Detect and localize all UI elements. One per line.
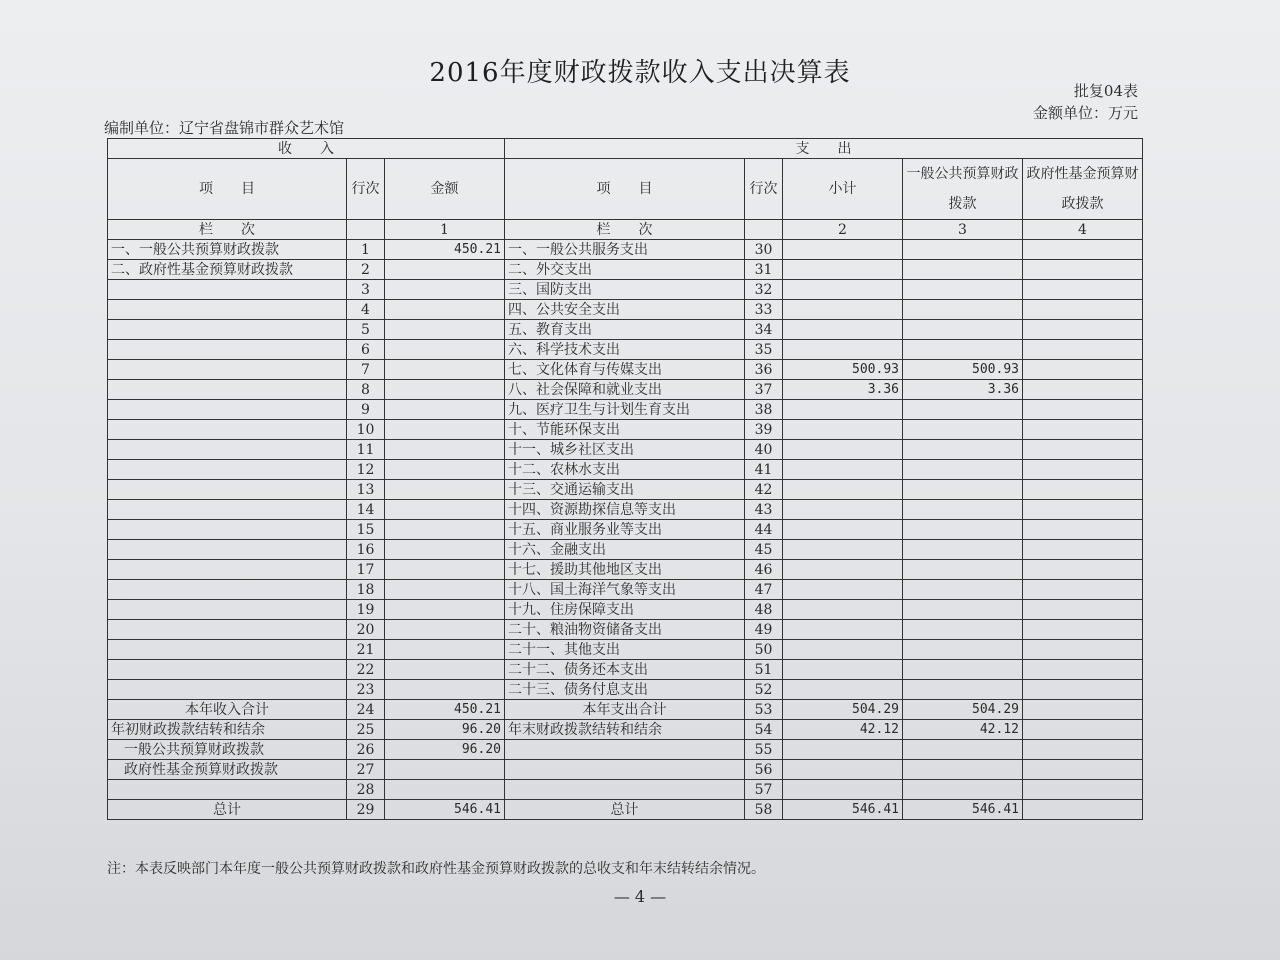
income-amount bbox=[385, 440, 505, 460]
general-budget-amount bbox=[903, 740, 1023, 760]
income-item bbox=[108, 640, 347, 660]
gov-fund-amount bbox=[1023, 560, 1143, 580]
expense-row-no: 57 bbox=[745, 780, 783, 800]
expense-row-no: 31 bbox=[745, 260, 783, 280]
table-row bbox=[108, 300, 1143, 320]
general-budget-amount bbox=[903, 540, 1023, 560]
income-amount: 96.20 bbox=[385, 720, 505, 740]
general-budget-amount bbox=[903, 280, 1023, 300]
general-budget-amount bbox=[903, 500, 1023, 520]
budget-table bbox=[107, 138, 1143, 820]
expense-item bbox=[505, 740, 745, 760]
general-budget-amount bbox=[903, 340, 1023, 360]
gov-fund-amount bbox=[1023, 400, 1143, 420]
income-item bbox=[108, 380, 347, 400]
footnote: 注：本表反映部门本年度一般公共预算财政拨款和政府性基金预算财政拨款的总收支和年末结转结余情况。 bbox=[107, 861, 765, 877]
expense-subtotal bbox=[783, 340, 903, 360]
income-item bbox=[108, 440, 347, 460]
income-row-no: 18 bbox=[347, 580, 385, 600]
form-number: 批复04表 bbox=[1073, 82, 1138, 100]
income-item bbox=[108, 780, 347, 800]
income-row-no: 16 bbox=[347, 540, 385, 560]
table-row bbox=[108, 400, 1143, 420]
expense-subtotal bbox=[783, 320, 903, 340]
expense-row-no: 41 bbox=[745, 460, 783, 480]
general-budget-amount bbox=[903, 440, 1023, 460]
expense-item: 二十、粮油物资储备支出 bbox=[505, 620, 745, 640]
expense-subtotal bbox=[783, 660, 903, 680]
table-row bbox=[108, 620, 1143, 640]
income-row-no: 1 bbox=[347, 240, 385, 260]
expense-row-no: 30 bbox=[745, 240, 783, 260]
income-header: 收 入 bbox=[108, 139, 505, 159]
expense-subtotal bbox=[783, 440, 903, 460]
general-budget-amount bbox=[903, 400, 1023, 420]
income-row-no: 17 bbox=[347, 560, 385, 580]
expense-item: 六、科学技术支出 bbox=[505, 340, 745, 360]
income-row-no: 20 bbox=[347, 620, 385, 640]
table-row bbox=[108, 340, 1143, 360]
expense-subtotal bbox=[783, 400, 903, 420]
table-row bbox=[108, 480, 1143, 500]
income-row-no: 14 bbox=[347, 500, 385, 520]
expense-item bbox=[505, 760, 745, 780]
table-row bbox=[108, 380, 1143, 400]
table-row bbox=[108, 280, 1143, 300]
expense-item: 十、节能环保支出 bbox=[505, 420, 745, 440]
expense-row-no: 50 bbox=[745, 640, 783, 660]
income-item bbox=[108, 500, 347, 520]
table-row bbox=[108, 780, 1143, 800]
expense-header: 支 出 bbox=[505, 139, 1143, 159]
income-item bbox=[108, 360, 347, 380]
expense-row-no: 44 bbox=[745, 520, 783, 540]
income-row-no: 13 bbox=[347, 480, 385, 500]
income-amount bbox=[385, 300, 505, 320]
income-item bbox=[108, 520, 347, 540]
expense-item: 二、外交支出 bbox=[505, 260, 745, 280]
empty-cell bbox=[347, 220, 385, 240]
general-budget-header: 一般公共预算财政拨款 bbox=[903, 159, 1023, 220]
income-item bbox=[108, 660, 347, 680]
table-row bbox=[108, 420, 1143, 440]
income-row-no: 19 bbox=[347, 600, 385, 620]
expense-row-no: 36 bbox=[745, 360, 783, 380]
expense-subtotal bbox=[783, 480, 903, 500]
gov-fund-amount bbox=[1023, 780, 1143, 800]
section-header-row bbox=[108, 139, 1143, 159]
subtotal-header: 小计 bbox=[783, 159, 903, 220]
table-row bbox=[108, 360, 1143, 380]
expense-row-no: 35 bbox=[745, 340, 783, 360]
expense-row-no: 49 bbox=[745, 620, 783, 640]
income-row-no: 23 bbox=[347, 680, 385, 700]
gov-fund-amount bbox=[1023, 680, 1143, 700]
income-item bbox=[108, 340, 347, 360]
expense-item: 九、医疗卫生与计划生育支出 bbox=[505, 400, 745, 420]
income-amount bbox=[385, 640, 505, 660]
income-amount bbox=[385, 580, 505, 600]
general-budget-amount bbox=[903, 640, 1023, 660]
gov-fund-amount bbox=[1023, 320, 1143, 340]
expense-item-header: 项 目 bbox=[505, 159, 745, 220]
general-budget-amount bbox=[903, 420, 1023, 440]
income-row-no: 21 bbox=[347, 640, 385, 660]
expense-subtotal bbox=[783, 780, 903, 800]
income-amount bbox=[385, 380, 505, 400]
expense-row-no: 46 bbox=[745, 560, 783, 580]
income-item bbox=[108, 560, 347, 580]
income-row-no: 6 bbox=[347, 340, 385, 360]
gov-fund-amount bbox=[1023, 240, 1143, 260]
general-budget-amount bbox=[903, 620, 1023, 640]
general-budget-amount bbox=[903, 240, 1023, 260]
table-row bbox=[108, 240, 1143, 260]
income-row-no: 29 bbox=[347, 800, 385, 820]
expense-row-no: 38 bbox=[745, 400, 783, 420]
expense-row-no: 52 bbox=[745, 680, 783, 700]
expense-item: 四、公共安全支出 bbox=[505, 300, 745, 320]
gov-fund-amount bbox=[1023, 460, 1143, 480]
expense-subtotal: 42.12 bbox=[783, 720, 903, 740]
income-amount bbox=[385, 760, 505, 780]
expense-subtotal: 504.29 bbox=[783, 700, 903, 720]
page-number: — 4 — bbox=[613, 887, 667, 906]
gov-fund-amount bbox=[1023, 740, 1143, 760]
income-amount-header: 金额 bbox=[385, 159, 505, 220]
general-budget-amount bbox=[903, 680, 1023, 700]
gov-fund-amount bbox=[1023, 800, 1143, 820]
expense-item: 二十三、债务付息支出 bbox=[505, 680, 745, 700]
income-item: 一般公共预算财政拨款 bbox=[108, 740, 347, 760]
income-item bbox=[108, 400, 347, 420]
income-row-no: 2 bbox=[347, 260, 385, 280]
expense-item: 三、国防支出 bbox=[505, 280, 745, 300]
gov-fund-amount bbox=[1023, 600, 1143, 620]
general-budget-amount bbox=[903, 320, 1023, 340]
income-item bbox=[108, 300, 347, 320]
income-item bbox=[108, 680, 347, 700]
table-row bbox=[108, 260, 1143, 280]
gov-fund-amount bbox=[1023, 720, 1143, 740]
income-row-no: 12 bbox=[347, 460, 385, 480]
gov-fund-amount bbox=[1023, 480, 1143, 500]
expense-subtotal bbox=[783, 500, 903, 520]
expense-item: 十一、城乡社区支出 bbox=[505, 440, 745, 460]
expense-item: 总计 bbox=[505, 800, 745, 820]
expense-item: 年末财政拨款结转和结余 bbox=[505, 720, 745, 740]
income-row-no: 4 bbox=[347, 300, 385, 320]
expense-subtotal: 546.41 bbox=[783, 800, 903, 820]
expense-row-no: 45 bbox=[745, 540, 783, 560]
income-item: 一、一般公共预算财政拨款 bbox=[108, 240, 347, 260]
column-index-row bbox=[108, 220, 1143, 240]
gov-fund-amount bbox=[1023, 420, 1143, 440]
income-row-no: 8 bbox=[347, 380, 385, 400]
expense-row-no: 43 bbox=[745, 500, 783, 520]
expense-col-label: 栏 次 bbox=[505, 220, 745, 240]
gov-fund-amount bbox=[1023, 340, 1143, 360]
income-amount bbox=[385, 680, 505, 700]
table-row bbox=[108, 700, 1143, 720]
table-row bbox=[108, 440, 1143, 460]
gov-fund-amount bbox=[1023, 280, 1143, 300]
table-row bbox=[108, 600, 1143, 620]
income-amount: 96.20 bbox=[385, 740, 505, 760]
income-row-no: 10 bbox=[347, 420, 385, 440]
expense-item: 十四、资源勘探信息等支出 bbox=[505, 500, 745, 520]
general-budget-amount bbox=[903, 520, 1023, 540]
expense-subtotal: 500.93 bbox=[783, 360, 903, 380]
general-budget-amount: 3.36 bbox=[903, 380, 1023, 400]
col-index-1: 1 bbox=[385, 220, 505, 240]
income-amount: 450.21 bbox=[385, 240, 505, 260]
general-budget-amount bbox=[903, 600, 1023, 620]
income-amount bbox=[385, 320, 505, 340]
expense-row-no: 53 bbox=[745, 700, 783, 720]
general-budget-amount bbox=[903, 560, 1023, 580]
income-row-no: 25 bbox=[347, 720, 385, 740]
general-budget-amount bbox=[903, 480, 1023, 500]
expense-subtotal bbox=[783, 640, 903, 660]
gov-fund-amount bbox=[1023, 640, 1143, 660]
gov-fund-amount bbox=[1023, 540, 1143, 560]
expense-row-no: 51 bbox=[745, 660, 783, 680]
income-row-no: 24 bbox=[347, 700, 385, 720]
expense-item bbox=[505, 780, 745, 800]
income-row-no: 22 bbox=[347, 660, 385, 680]
income-amount bbox=[385, 340, 505, 360]
income-amount bbox=[385, 280, 505, 300]
gov-fund-header: 政府性基金预算财政拨款 bbox=[1023, 159, 1143, 220]
table-row bbox=[108, 720, 1143, 740]
amount-unit: 金额单位：万元 bbox=[1032, 104, 1138, 122]
expense-item: 十二、农林水支出 bbox=[505, 460, 745, 480]
general-budget-amount: 546.41 bbox=[903, 800, 1023, 820]
table-row bbox=[108, 540, 1143, 560]
expense-item: 五、教育支出 bbox=[505, 320, 745, 340]
expense-row-no: 48 bbox=[745, 600, 783, 620]
empty-cell bbox=[745, 220, 783, 240]
table-row bbox=[108, 660, 1143, 680]
expense-item: 七、文化体育与传媒支出 bbox=[505, 360, 745, 380]
general-budget-amount bbox=[903, 260, 1023, 280]
expense-row-no: 58 bbox=[745, 800, 783, 820]
column-header-row bbox=[108, 159, 1143, 220]
income-row-no: 15 bbox=[347, 520, 385, 540]
expense-item: 一、一般公共服务支出 bbox=[505, 240, 745, 260]
general-budget-amount bbox=[903, 780, 1023, 800]
income-item bbox=[108, 540, 347, 560]
gov-fund-amount bbox=[1023, 700, 1143, 720]
organization-label: 编制单位：辽宁省盘锦市群众艺术馆 bbox=[104, 119, 345, 137]
expense-subtotal bbox=[783, 300, 903, 320]
gov-fund-amount bbox=[1023, 760, 1143, 780]
income-amount bbox=[385, 540, 505, 560]
expense-subtotal bbox=[783, 560, 903, 580]
page-title: 2016年度财政拨款收入支出决算表 bbox=[429, 58, 851, 88]
expense-item: 本年支出合计 bbox=[505, 700, 745, 720]
income-item: 本年收入合计 bbox=[108, 700, 347, 720]
expense-subtotal bbox=[783, 760, 903, 780]
expense-subtotal bbox=[783, 580, 903, 600]
income-amount bbox=[385, 620, 505, 640]
gov-fund-amount bbox=[1023, 520, 1143, 540]
general-budget-amount bbox=[903, 580, 1023, 600]
expense-item: 十八、国土海洋气象等支出 bbox=[505, 580, 745, 600]
expense-subtotal bbox=[783, 600, 903, 620]
income-item bbox=[108, 320, 347, 340]
col-index-3: 3 bbox=[903, 220, 1023, 240]
income-row-no: 26 bbox=[347, 740, 385, 760]
general-budget-amount bbox=[903, 300, 1023, 320]
table-body bbox=[108, 240, 1143, 820]
expense-subtotal bbox=[783, 740, 903, 760]
income-row-no: 5 bbox=[347, 320, 385, 340]
income-row-no: 27 bbox=[347, 760, 385, 780]
income-amount bbox=[385, 600, 505, 620]
expense-row-no: 37 bbox=[745, 380, 783, 400]
general-budget-amount bbox=[903, 760, 1023, 780]
table-row bbox=[108, 640, 1143, 660]
general-budget-amount: 500.93 bbox=[903, 360, 1023, 380]
expense-subtotal bbox=[783, 620, 903, 640]
income-amount bbox=[385, 500, 505, 520]
expense-item: 十五、商业服务业等支出 bbox=[505, 520, 745, 540]
income-amount bbox=[385, 400, 505, 420]
income-item bbox=[108, 580, 347, 600]
expense-item: 二十二、债务还本支出 bbox=[505, 660, 745, 680]
gov-fund-amount bbox=[1023, 620, 1143, 640]
expense-row-no: 42 bbox=[745, 480, 783, 500]
income-row-no: 11 bbox=[347, 440, 385, 460]
income-row-no: 7 bbox=[347, 360, 385, 380]
general-budget-amount bbox=[903, 460, 1023, 480]
income-item: 政府性基金预算财政拨款 bbox=[108, 760, 347, 780]
expense-row-no: 32 bbox=[745, 280, 783, 300]
income-item bbox=[108, 620, 347, 640]
expense-subtotal bbox=[783, 420, 903, 440]
expense-row-no: 34 bbox=[745, 320, 783, 340]
gov-fund-amount bbox=[1023, 660, 1143, 680]
expense-subtotal bbox=[783, 280, 903, 300]
income-amount bbox=[385, 480, 505, 500]
income-item bbox=[108, 460, 347, 480]
income-item-header: 项 目 bbox=[108, 159, 347, 220]
income-item: 年初财政拨款结转和结余 bbox=[108, 720, 347, 740]
table-row bbox=[108, 680, 1143, 700]
expense-item: 十七、援助其他地区支出 bbox=[505, 560, 745, 580]
income-amount bbox=[385, 420, 505, 440]
expense-row-no: 56 bbox=[745, 760, 783, 780]
income-amount bbox=[385, 360, 505, 380]
income-item bbox=[108, 280, 347, 300]
expense-row-no: 39 bbox=[745, 420, 783, 440]
expense-row-no: 40 bbox=[745, 440, 783, 460]
expense-subtotal bbox=[783, 680, 903, 700]
col-index-2: 2 bbox=[783, 220, 903, 240]
income-item bbox=[108, 600, 347, 620]
income-amount: 450.21 bbox=[385, 700, 505, 720]
table-row bbox=[108, 800, 1143, 820]
expense-row-no: 47 bbox=[745, 580, 783, 600]
expense-item: 十三、交通运输支出 bbox=[505, 480, 745, 500]
table-row bbox=[108, 740, 1143, 760]
expense-subtotal bbox=[783, 460, 903, 480]
gov-fund-amount bbox=[1023, 440, 1143, 460]
expense-item: 八、社会保障和就业支出 bbox=[505, 380, 745, 400]
expense-rowno-header: 行次 bbox=[745, 159, 783, 220]
table-row bbox=[108, 520, 1143, 540]
expense-subtotal bbox=[783, 240, 903, 260]
income-col-label: 栏 次 bbox=[108, 220, 347, 240]
gov-fund-amount bbox=[1023, 380, 1143, 400]
expense-item: 二十一、其他支出 bbox=[505, 640, 745, 660]
general-budget-amount: 42.12 bbox=[903, 720, 1023, 740]
expense-subtotal bbox=[783, 260, 903, 280]
table-row bbox=[108, 320, 1143, 340]
income-amount bbox=[385, 260, 505, 280]
income-row-no: 28 bbox=[347, 780, 385, 800]
expense-subtotal bbox=[783, 520, 903, 540]
income-item: 总计 bbox=[108, 800, 347, 820]
expense-item: 十六、金融支出 bbox=[505, 540, 745, 560]
expense-row-no: 54 bbox=[745, 720, 783, 740]
gov-fund-amount bbox=[1023, 300, 1143, 320]
expense-subtotal: 3.36 bbox=[783, 380, 903, 400]
income-item bbox=[108, 480, 347, 500]
expense-subtotal bbox=[783, 540, 903, 560]
income-amount bbox=[385, 560, 505, 580]
expense-row-no: 33 bbox=[745, 300, 783, 320]
table-row bbox=[108, 560, 1143, 580]
income-item bbox=[108, 420, 347, 440]
gov-fund-amount bbox=[1023, 260, 1143, 280]
income-rowno-header: 行次 bbox=[347, 159, 385, 220]
income-row-no: 9 bbox=[347, 400, 385, 420]
income-item: 二、政府性基金预算财政拨款 bbox=[108, 260, 347, 280]
income-amount bbox=[385, 460, 505, 480]
col-index-4: 4 bbox=[1023, 220, 1143, 240]
income-amount bbox=[385, 520, 505, 540]
general-budget-amount: 504.29 bbox=[903, 700, 1023, 720]
expense-row-no: 55 bbox=[745, 740, 783, 760]
income-row-no: 3 bbox=[347, 280, 385, 300]
table-row bbox=[108, 500, 1143, 520]
income-amount bbox=[385, 780, 505, 800]
gov-fund-amount bbox=[1023, 500, 1143, 520]
gov-fund-amount bbox=[1023, 360, 1143, 380]
general-budget-amount bbox=[903, 660, 1023, 680]
income-amount: 546.41 bbox=[385, 800, 505, 820]
table-row bbox=[108, 760, 1143, 780]
expense-item: 十九、住房保障支出 bbox=[505, 600, 745, 620]
gov-fund-amount bbox=[1023, 580, 1143, 600]
income-amount bbox=[385, 660, 505, 680]
table-row bbox=[108, 580, 1143, 600]
table-row bbox=[108, 460, 1143, 480]
